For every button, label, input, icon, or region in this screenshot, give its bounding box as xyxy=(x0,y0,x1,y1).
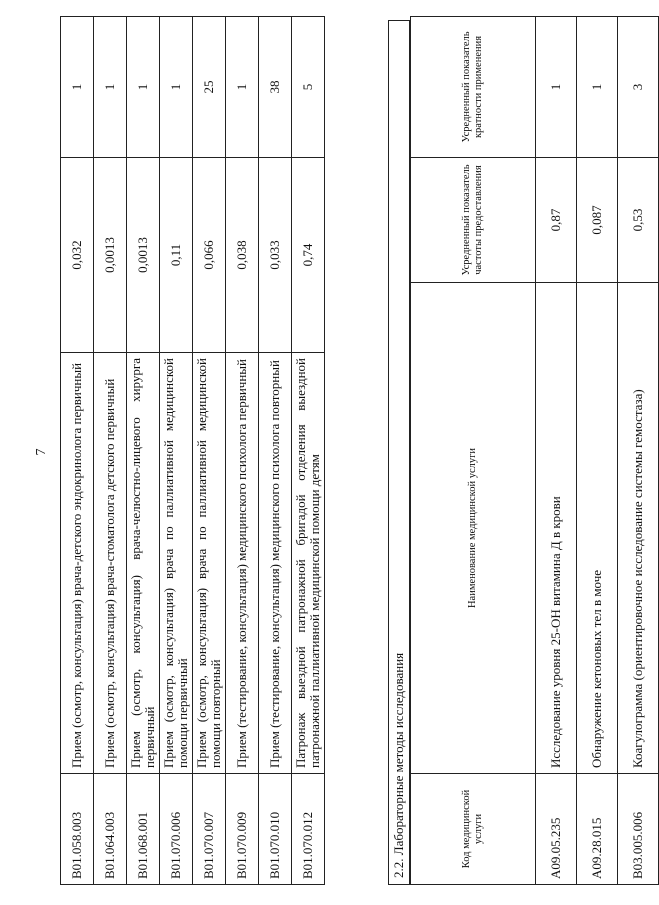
service-name: Прием (тестирование, консультация) медицинского психолога повторный xyxy=(259,353,292,774)
frequency-value: 0,0013 xyxy=(94,158,127,353)
service-code: B01.070.009 xyxy=(226,774,259,885)
frequency-value: 0,033 xyxy=(259,158,292,353)
table-row xyxy=(226,17,259,885)
service-name: Прием (осмотр, консультация) врача-стоматолога детского первичный xyxy=(94,353,127,774)
service-code: A09.28.015 xyxy=(577,774,618,885)
service-code: A09.05.235 xyxy=(536,774,577,885)
table-header-row xyxy=(411,17,536,885)
service-code: B03.005.006 xyxy=(618,774,659,885)
service-code: B01.058.003 xyxy=(61,774,94,885)
frequency-value: 0,87 xyxy=(536,158,577,283)
frequency-value: 0,087 xyxy=(577,158,618,283)
table-row xyxy=(577,17,618,885)
service-name: Прием (осмотр, консультация) врача-челюстно-лицевого хирурга первичный xyxy=(127,353,160,774)
table-row xyxy=(536,17,577,885)
service-code: B01.070.012 xyxy=(292,774,325,885)
table-row xyxy=(127,17,160,885)
table-row xyxy=(94,17,127,885)
service-code: B01.070.010 xyxy=(259,774,292,885)
header-code: Код медицинской услуги xyxy=(411,774,536,885)
service-name: Исследование уровня 25-ОН витамина Д в крови xyxy=(536,283,577,774)
lab-services-table xyxy=(410,16,659,885)
multiplicity-value: 25 xyxy=(193,17,226,158)
multiplicity-value: 1 xyxy=(577,17,618,158)
page-number: 7 xyxy=(34,448,49,456)
multiplicity-value: 5 xyxy=(292,17,325,158)
service-name: Коагулограмма (ориентировочное исследование системы гемостаза) xyxy=(618,283,659,774)
multiplicity-value: 1 xyxy=(160,17,193,158)
table-row xyxy=(61,17,94,885)
header-name: Наименование медицинской услуги xyxy=(411,283,536,774)
services-table xyxy=(60,16,325,885)
service-code: B01.068.001 xyxy=(127,774,160,885)
multiplicity-value: 1 xyxy=(536,17,577,158)
service-code: B01.070.007 xyxy=(193,774,226,885)
multiplicity-value: 1 xyxy=(61,17,94,158)
frequency-value: 0,11 xyxy=(160,158,193,353)
header-multiplicity: Усредненный показатель кратности применения xyxy=(411,17,536,158)
frequency-value: 0,066 xyxy=(193,158,226,353)
table-row xyxy=(292,17,325,885)
header-frequency: Усредненный показатель частоты предоставления xyxy=(411,158,536,283)
multiplicity-value: 3 xyxy=(618,17,659,158)
multiplicity-value: 1 xyxy=(226,17,259,158)
service-name: Обнаружение кетоновых тел в моче xyxy=(577,283,618,774)
table-row xyxy=(160,17,193,885)
service-code: B01.064.003 xyxy=(94,774,127,885)
table-row xyxy=(259,17,292,885)
table-row xyxy=(618,17,659,885)
service-name: Патронаж выездной патронажной бригадой отделения выездной патронажной паллиативной медицинской помощи детям xyxy=(292,353,325,774)
lab-section-title: 2.2. Лабораторные методы исследования xyxy=(388,20,410,885)
multiplicity-value: 1 xyxy=(127,17,160,158)
frequency-value: 0,53 xyxy=(618,158,659,283)
multiplicity-value: 38 xyxy=(259,17,292,158)
rotated-document-content xyxy=(60,20,645,885)
service-name: Прием (тестирование, консультация) медицинского психолога первичный xyxy=(226,353,259,774)
frequency-value: 0,032 xyxy=(61,158,94,353)
service-name: Прием (осмотр, консультация) врача по паллиативной медицинской помощи первичный xyxy=(160,353,193,774)
service-name: Прием (осмотр, консультация) врача по паллиативной медицинской помощи повторный xyxy=(193,353,226,774)
service-code: B01.070.006 xyxy=(160,774,193,885)
table-row xyxy=(193,17,226,885)
multiplicity-value: 1 xyxy=(94,17,127,158)
service-name: Прием (осмотр, консультация) врача-детского эндокринолога первичный xyxy=(61,353,94,774)
frequency-value: 0,038 xyxy=(226,158,259,353)
frequency-value: 0,74 xyxy=(292,158,325,353)
frequency-value: 0,0013 xyxy=(127,158,160,353)
